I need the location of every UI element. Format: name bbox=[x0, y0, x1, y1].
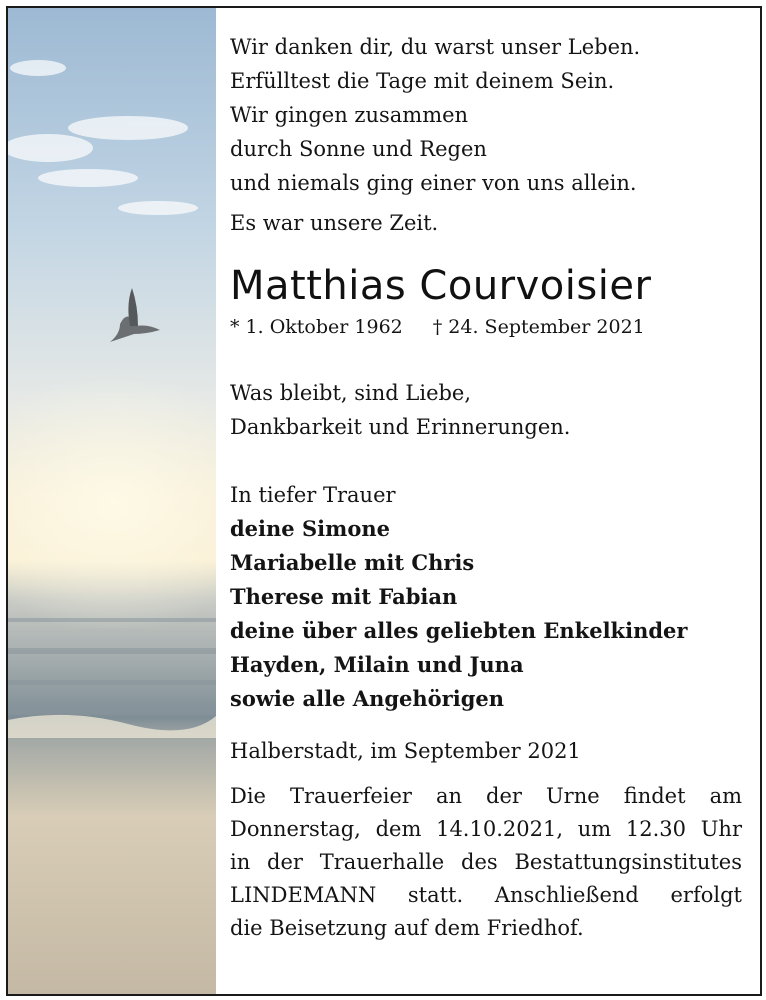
notice-line: die Beisetzung auf dem Friedhof. bbox=[230, 916, 584, 940]
notice-line: Donnerstag, dem 14.10.2021, um 12.30 Uhr bbox=[230, 817, 742, 841]
mourner: Hayden, Milain und Juna bbox=[230, 652, 524, 677]
motto: Es war unsere Zeit. bbox=[230, 211, 439, 235]
mourner: Therese mit Fabian bbox=[230, 584, 458, 609]
poem-line: Wir gingen zusammen bbox=[230, 103, 469, 127]
obituary-text bbox=[230, 30, 742, 945]
poem-line: und niemals ging einer von uns allein. bbox=[230, 171, 637, 195]
mourner: deine Simone bbox=[230, 516, 390, 541]
mourning-intro: In tiefer Trauer bbox=[230, 483, 396, 507]
mourner: sowie alle Angehörigen bbox=[230, 686, 505, 711]
notice-line: LINDEMANN statt. Anschließend erfolgt bbox=[230, 883, 742, 907]
birth-date: * 1. Oktober 1962 bbox=[230, 316, 403, 338]
notice-line: in der Trauerhalle des Bestattungsinstitutes bbox=[230, 850, 742, 874]
poem-line: durch Sonne und Regen bbox=[230, 137, 487, 161]
quote bbox=[230, 376, 742, 444]
life-dates bbox=[230, 314, 742, 340]
deceased-name: Matthias Courvoisier bbox=[230, 263, 652, 309]
seascape-image bbox=[8, 8, 216, 994]
poem bbox=[230, 30, 742, 200]
poem-line: Erfülltest die Tage mit deinem Sein. bbox=[230, 69, 615, 93]
mourner: Mariabelle mit Chris bbox=[230, 550, 475, 575]
poem-line: Wir danken dir, du warst unser Leben. bbox=[230, 35, 641, 59]
place-date: Halberstadt, im September 2021 bbox=[230, 739, 581, 763]
seascape-illustration bbox=[8, 8, 216, 994]
obituary-card bbox=[6, 6, 762, 996]
quote-line: Dankbarkeit und Erinnerungen. bbox=[230, 415, 571, 439]
funeral-notice bbox=[230, 780, 742, 945]
quote-line: Was bleibt, sind Liebe, bbox=[230, 381, 472, 405]
mourners-list bbox=[230, 512, 742, 716]
notice-line: Die Trauerfeier an der Urne findet am bbox=[230, 784, 742, 808]
mourner: deine über alles geliebten Enkelkinder bbox=[230, 618, 688, 643]
death-date: † 24. September 2021 bbox=[432, 316, 645, 338]
